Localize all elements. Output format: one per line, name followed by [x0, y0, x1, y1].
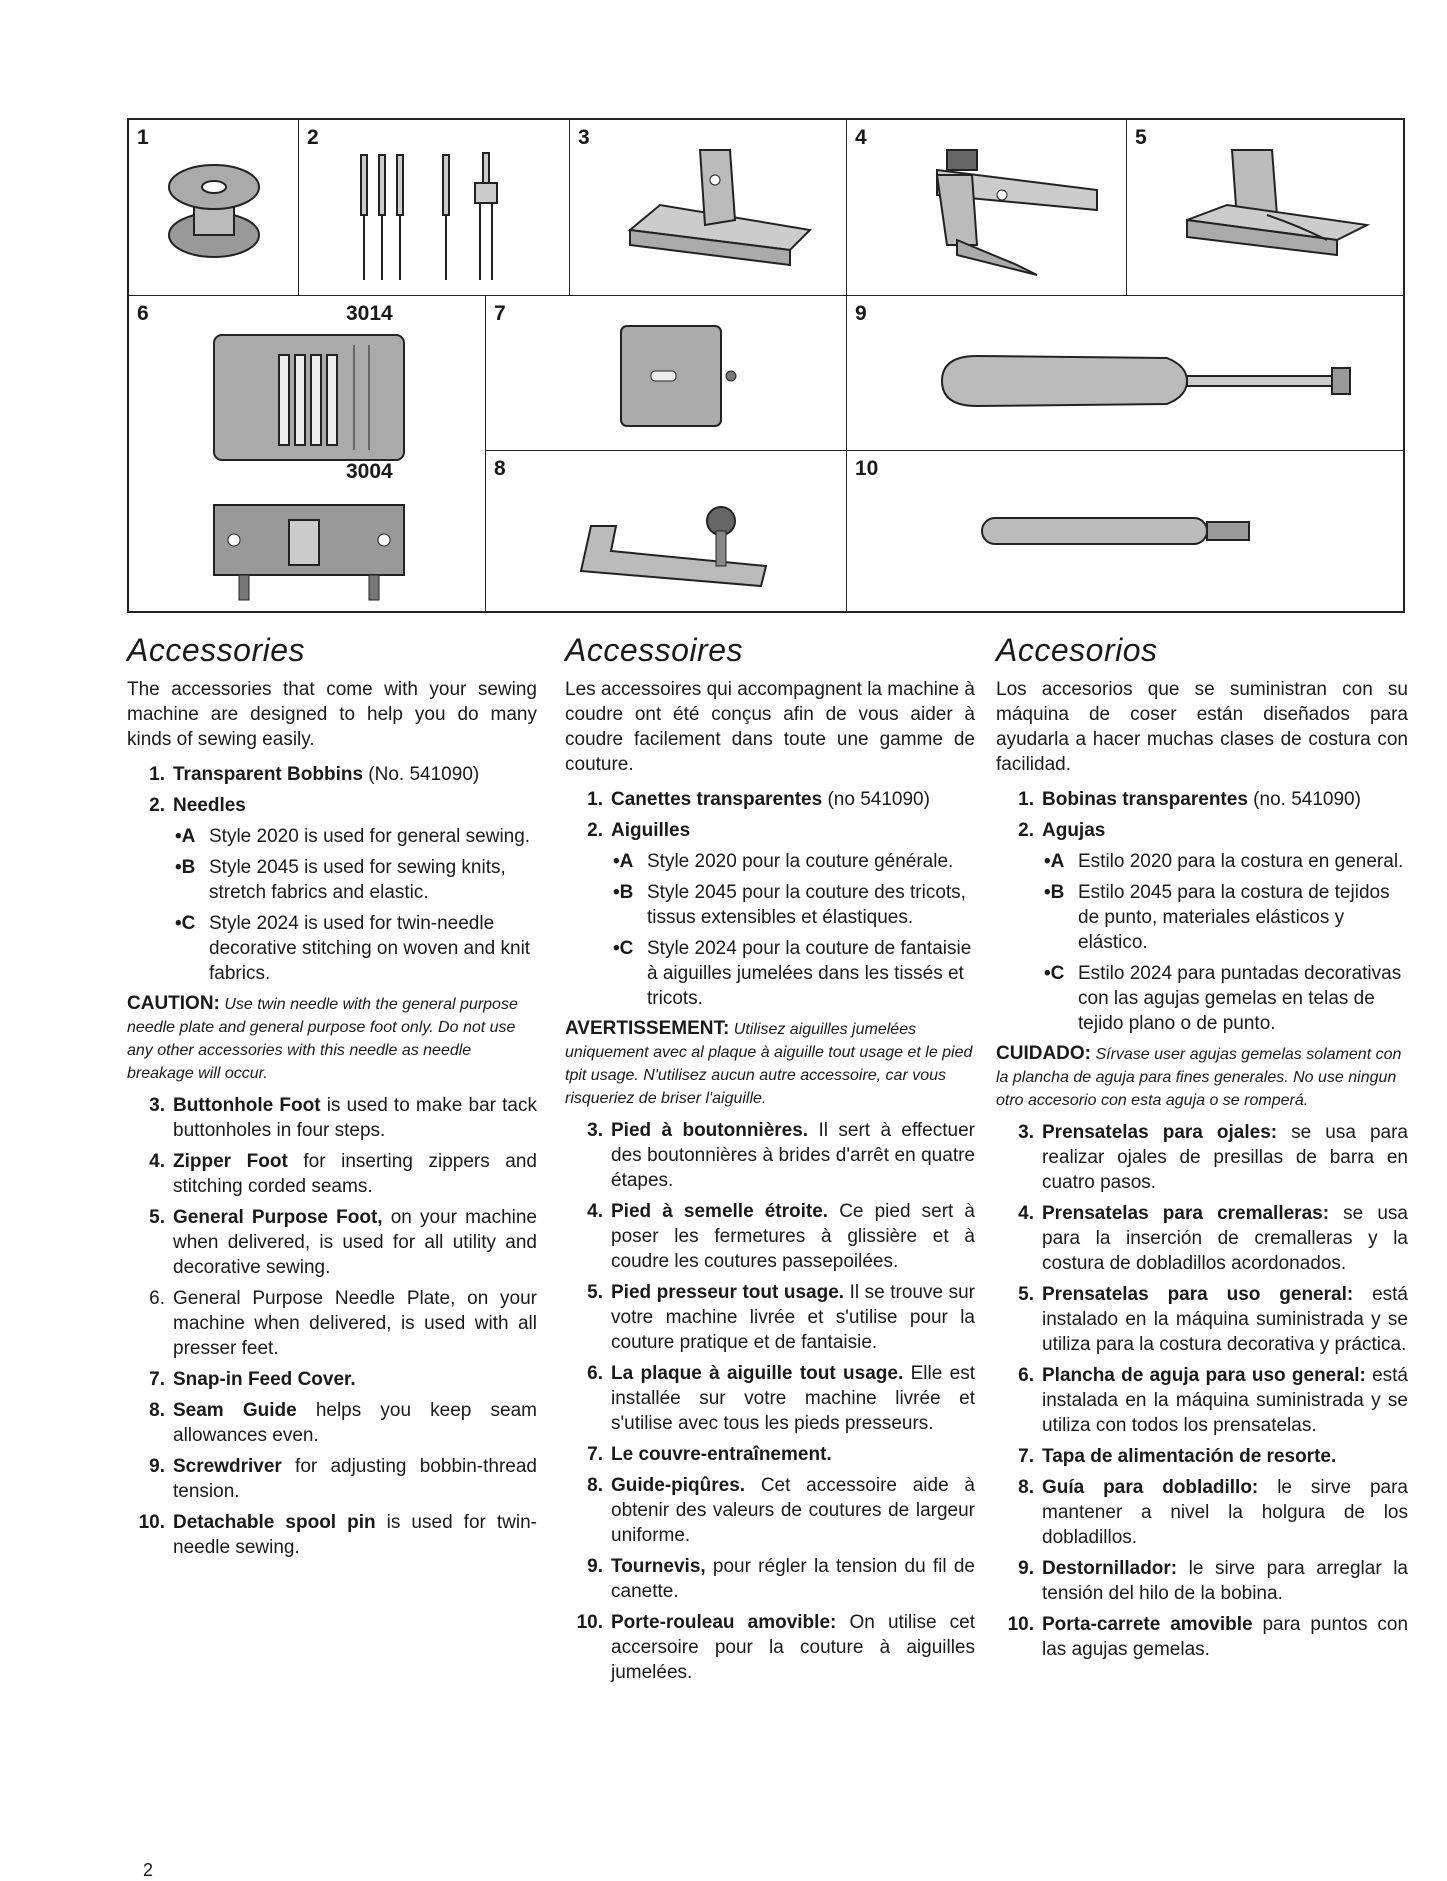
item-text: is used to make bar tack buttonholes in four steps. [173, 1095, 537, 1141]
item-text: está instalado en la máquina suministrada y se utiliza para la costura decorativa y práctica. [1042, 1284, 1408, 1355]
list-item [127, 1205, 537, 1280]
item-title: Snap-in Feed Cover. [173, 1369, 356, 1390]
sub-item [1044, 961, 1408, 1036]
item-title: Guía para dobladillo: [1042, 1477, 1259, 1498]
accessories-figure [127, 118, 1405, 613]
item-title: Screwdriver [173, 1456, 282, 1477]
item-number: 2. [149, 795, 165, 816]
item-number: 1. [1018, 789, 1034, 810]
sub-text: Style 2020 is used for general sewing. [209, 826, 531, 847]
list-item [996, 1201, 1408, 1276]
sub-bullet: •C [1044, 963, 1065, 984]
item-title: Detachable spool pin [173, 1512, 376, 1533]
item-number: 8. [149, 1400, 165, 1421]
figure-cell-6 [129, 296, 486, 613]
item-text: On utilise cet accersoire pour la couture à aiguilles jumelées. [611, 1612, 975, 1683]
item-title: Porta-carrete amovible [1042, 1614, 1253, 1635]
list-item [996, 1556, 1408, 1606]
list-item [996, 1363, 1408, 1438]
item-text: for inserting zippers and stitching corded seams. [173, 1151, 537, 1197]
item-text: está instalada en la máquina suministrada y se utiliza con todos los prensatelas. [1042, 1365, 1408, 1436]
item-title: La plaque à aiguille tout usage. [611, 1363, 904, 1384]
list-item [565, 1473, 975, 1548]
item-number: 5. [587, 1282, 603, 1303]
item-title: Agujas [1042, 820, 1106, 841]
item-title: Le couvre-entraînement. [611, 1444, 832, 1465]
cell-number: 3 [578, 126, 590, 149]
item-text: General Purpose Needle Plate, on your machine when delivered, is used with all presser feet. [173, 1288, 537, 1359]
english-column [127, 632, 538, 1566]
list-item [565, 1280, 975, 1355]
item-number: 3. [1018, 1122, 1034, 1143]
list-item [565, 818, 975, 843]
list-item [996, 818, 1408, 843]
list-item [127, 1454, 537, 1504]
item-title: Prensatelas para cremalleras: [1042, 1203, 1330, 1224]
item-title: Seam Guide [173, 1400, 297, 1421]
list-item [127, 1510, 537, 1560]
item-text: (No. 541090) [363, 764, 480, 785]
list-item [565, 1199, 975, 1274]
item-title: Porte-rouleau amovible: [611, 1612, 837, 1633]
list-item [996, 1444, 1408, 1469]
caution-label: CUIDADO: [996, 1043, 1091, 1064]
sub-text: Estilo 2020 para la costura en general. [1078, 851, 1404, 872]
item-number: 7. [587, 1444, 603, 1465]
sub-item [175, 824, 537, 849]
item-title: Destornillador: [1042, 1558, 1178, 1579]
item-text: Cet accessoire aide à obtenir des valeurs de coutures de largeur uniforme. [611, 1475, 975, 1546]
list-item [127, 762, 537, 787]
item-text: le sirve para mantener a nivel la holgura de los dobladillos. [1042, 1477, 1408, 1548]
item-text: is used for twin-needle sewing. [173, 1512, 538, 1558]
item-title: Canettes transparentes [611, 789, 823, 810]
french-intro: Les accessoires qui accompagnent la machine à coudre ont été conçus afin de vous aider à coudre facilement dans toute une gamme de couture. [565, 679, 975, 775]
list-item [565, 787, 975, 812]
cell-number: 2 [307, 126, 319, 149]
feed-cover-icon [611, 316, 741, 441]
item-text: para puntos con las agujas gemelas. [1042, 1614, 1409, 1660]
item-number: 8. [1018, 1477, 1034, 1498]
item-title: Plancha de aguja para uso general: [1042, 1365, 1366, 1386]
sub-text: Estilo 2045 para la costura de tejidos de punto, materiales elásticos y elástico. [1078, 882, 1390, 953]
list-item [127, 1149, 537, 1199]
list-item [996, 1120, 1408, 1195]
caution-note [565, 1017, 975, 1110]
item-number: 2. [587, 820, 603, 841]
caution-text: Utilisez aiguilles jumelées uniquement avec al plaque à aiguille tout usage et le pied tpit usage. N'utilisez aucun autre accessoire, car vous risqueriez de briser l'aiguille. [565, 1021, 973, 1107]
sub-bullet: •A [175, 826, 196, 847]
list-item [996, 1612, 1408, 1662]
spanish-intro: Los accesorios que se suministran con su máquina de coser están diseñados para ayudarla a hacer muchas clases de costura con facilidad. [996, 679, 1408, 775]
sub-text: Style 2045 pour la couture des tricots, tissus extensibles et élastiques. [647, 882, 966, 928]
item-number: 1. [149, 764, 165, 785]
item-number: 3. [587, 1120, 603, 1141]
screwdriver-icon [937, 346, 1357, 416]
figure-cell-2 [299, 120, 570, 296]
item-number: 9. [1018, 1558, 1034, 1579]
bobbin-icon [159, 155, 269, 265]
item-text: on your machine when delivered, is used for all utility and decorative sewing. [173, 1207, 538, 1278]
caution-text: Use twin needle with the general purpose needle plate and general purpose foot only. Do not use any other accessories with this needle as needle breakage will occur. [127, 996, 518, 1082]
item-text: se usa para realizar ojales de presillas de barra en cuatro pasos. [1042, 1122, 1408, 1193]
list-item [996, 787, 1408, 812]
english-intro: The accessories that come with your sewing machine are designed to help you do many kinds of sewing easily. [127, 679, 537, 750]
list-item [565, 1610, 975, 1685]
sub-bullet: •B [175, 857, 196, 878]
french-title: Accessoires [565, 632, 743, 668]
cell-number: 10 [855, 457, 879, 480]
list-item [565, 1554, 975, 1604]
sub-item [613, 936, 975, 1011]
item-text: le sirve para arreglar la tensión del hilo de la bobina. [1042, 1558, 1408, 1604]
list-item [127, 793, 537, 818]
sub-item [175, 855, 537, 905]
figure-cell-1 [129, 120, 299, 296]
sub-bullet: •C [175, 913, 196, 934]
item-title: Buttonhole Foot [173, 1095, 321, 1116]
item-number: 1. [587, 789, 603, 810]
list-item [565, 1442, 975, 1467]
sub-item [1044, 880, 1408, 955]
item-number: 10. [576, 1612, 603, 1633]
item-text: for adjusting bobbin-thread tension. [173, 1456, 537, 1502]
item-text: (no 541090) [822, 789, 930, 810]
item-text: se usa para la inserción de cremalleras y la costura de dobladillos acordonados. [1042, 1203, 1409, 1274]
item-number: 6. [149, 1288, 165, 1309]
item-number: 6. [1018, 1365, 1034, 1386]
caution-label: CAUTION: [127, 993, 220, 1014]
item-title: Guide-piqûres. [611, 1475, 746, 1496]
needle-plate-icon [209, 330, 409, 605]
item-number: 8. [587, 1475, 603, 1496]
sub-text: Style 2024 is used for twin-needle decorative stitching on woven and knit fabrics. [209, 913, 531, 984]
sub-bullet: •A [613, 851, 634, 872]
item-number: 7. [149, 1369, 165, 1390]
item-title: Pied à semelle étroite. [611, 1201, 829, 1222]
item-text: Il se trouve sur votre machine livrée et s'utilise pour la couture pratique et de fantaisie. [611, 1282, 975, 1353]
figure-cell-3 [570, 120, 847, 296]
sub-item [1044, 849, 1408, 874]
spool-pin-icon [977, 506, 1257, 556]
spanish-title: Accesorios [996, 632, 1158, 668]
cell-number: 1 [137, 126, 149, 149]
cell-number: 5 [1135, 126, 1147, 149]
general-purpose-foot-icon [1177, 145, 1377, 285]
list-item [127, 1286, 537, 1361]
item-number: 9. [149, 1456, 165, 1477]
sub-bullet: •B [613, 882, 634, 903]
figure-cell-10 [847, 451, 1405, 613]
list-item [127, 1398, 537, 1448]
spanish-column [996, 632, 1409, 1668]
figure-cell-7 [486, 296, 847, 451]
caution-note [996, 1042, 1408, 1112]
cell-number: 9 [855, 302, 867, 325]
item-title: Tapa de alimentación de resorte. [1042, 1446, 1337, 1467]
item-number: 5. [149, 1207, 165, 1228]
list-item [996, 1475, 1408, 1550]
item-text: Elle est installée sur votre machine livrée et s'utilise avec tous les pieds presseurs. [611, 1363, 975, 1434]
item-number: 7. [1018, 1446, 1034, 1467]
page-number: 2 [143, 1860, 154, 1880]
needles-icon [339, 145, 539, 285]
cell-number: 8 [494, 457, 506, 480]
item-number: 4. [1018, 1203, 1034, 1224]
sub-item [613, 880, 975, 930]
item-number: 2. [1018, 820, 1034, 841]
item-text: Ce pied sert à poser les fermetures à glissière et à coudre les coutures passepoilées. [611, 1201, 975, 1272]
item-number: 5. [1018, 1284, 1034, 1305]
sub-text: Style 2045 is used for sewing knits, stretch fabrics and elastic. [209, 857, 506, 903]
item-number: 6. [587, 1363, 603, 1384]
item-title: Tournevis, [611, 1556, 706, 1577]
buttonhole-foot-icon [620, 140, 820, 290]
seam-guide-icon [571, 496, 781, 606]
list-item [127, 1093, 537, 1143]
item-title: Zipper Foot [173, 1151, 288, 1172]
sub-bullet: •C [613, 938, 634, 959]
item-text: helps you keep seam allowances even. [173, 1400, 537, 1446]
list-item [565, 1361, 975, 1436]
item-title: Prensatelas para ojales: [1042, 1122, 1278, 1143]
list-item [996, 1282, 1408, 1357]
caution-label: AVERTISSEMENT: [565, 1018, 730, 1039]
item-title: Pied presseur tout usage. [611, 1282, 845, 1303]
caution-note [127, 992, 537, 1085]
item-title: Prensatelas para uso general: [1042, 1284, 1354, 1305]
figure-cell-8 [486, 451, 847, 613]
item-title: Pied à boutonnières. [611, 1120, 809, 1141]
figure-cell-5 [1127, 120, 1405, 296]
figure-cell-9 [847, 296, 1405, 451]
item-number: 9. [587, 1556, 603, 1577]
cell-number: 7 [494, 302, 506, 325]
cell-number: 6 [137, 302, 149, 325]
item-title: Transparent Bobbins [173, 764, 364, 785]
item-text: Il sert à effectuer des boutonnières à brides d'arrêt en quatre étapes. [611, 1120, 975, 1191]
item-number: 3. [149, 1095, 165, 1116]
plate-label-3004: 3004 [346, 460, 393, 483]
caution-text: Sírvase user agujas gemelas solament con la plancha de aguja para fines generales. No use ningun otro accesorio con esta aguja o se romperá. [996, 1046, 1402, 1109]
sub-text: Style 2024 pour la couture de fantaisie à aiguilles jumelées dans les tissés et tricots. [647, 938, 972, 1009]
english-title: Accessories [127, 632, 305, 668]
item-number: 10. [138, 1512, 165, 1533]
item-title: General Purpose Foot, [173, 1207, 383, 1228]
list-item [565, 1118, 975, 1193]
figure-cell-4 [847, 120, 1127, 296]
sub-item [175, 911, 537, 986]
item-text: pour régler la tension du fil de canette. [611, 1556, 975, 1602]
zipper-foot-icon [897, 135, 1107, 290]
plate-label-3014: 3014 [346, 302, 393, 325]
item-number: 10. [1007, 1614, 1034, 1635]
sub-text: Estilo 2024 para puntadas decorativas con las agujas gemelas en telas de tejido plano o de punto. [1078, 963, 1402, 1034]
sub-text: Style 2020 pour la couture générale. [647, 851, 954, 872]
item-number: 4. [587, 1201, 603, 1222]
cell-number: 4 [855, 126, 867, 149]
sub-bullet: •A [1044, 851, 1065, 872]
item-text: (no. 541090) [1247, 789, 1361, 810]
item-title: Bobinas transparentes [1042, 789, 1248, 810]
french-column [565, 632, 975, 1691]
sub-item [613, 849, 975, 874]
item-title: Aiguilles [611, 820, 691, 841]
list-item [127, 1367, 537, 1392]
item-title: Needles [173, 795, 246, 816]
sub-bullet: •B [1044, 882, 1065, 903]
item-number: 4. [149, 1151, 165, 1172]
